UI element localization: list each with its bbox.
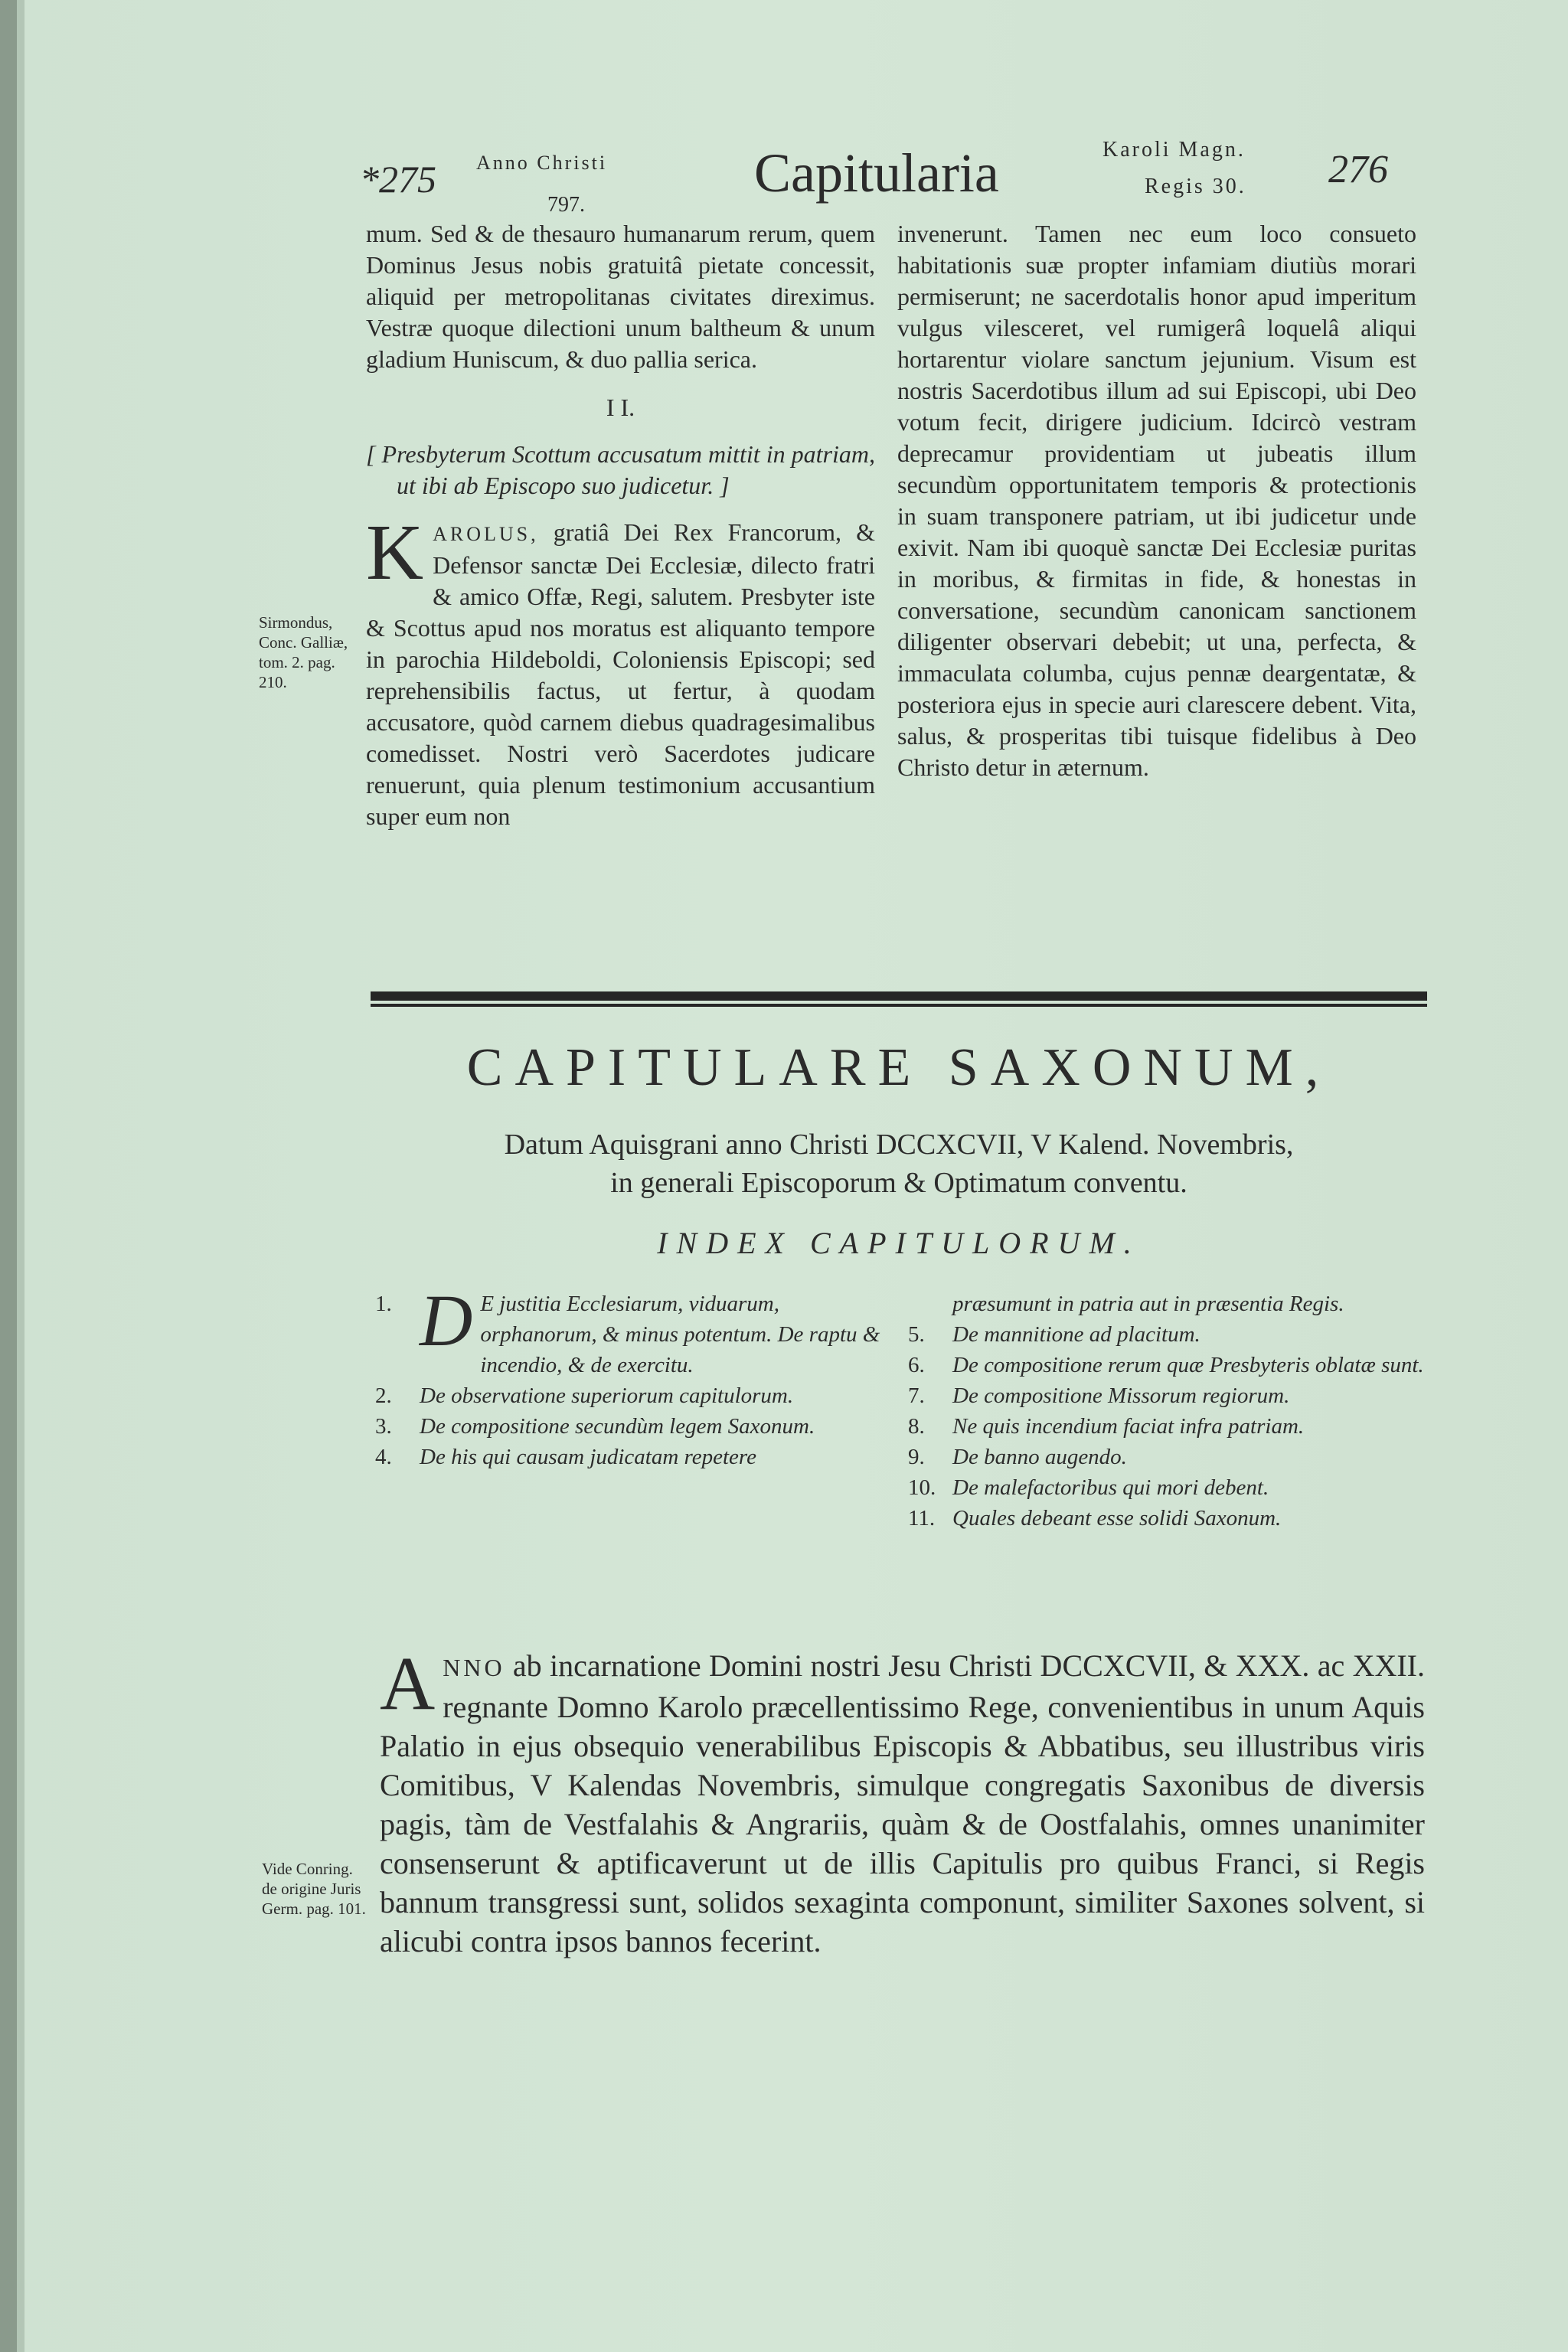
index-number: 11. (908, 1506, 936, 1530)
page-edge-gutter (17, 0, 24, 2352)
left-column (366, 218, 875, 832)
index-item (908, 1472, 1429, 1503)
index-text: E justitia Ecclesiarum, viduarum, orphanorum, & minus potentum. De raptu & incendio, & de exercitu. (480, 1292, 880, 1377)
index-item (375, 1279, 880, 1380)
index-number: 3. (375, 1414, 392, 1439)
drop-cap-d: D (420, 1279, 473, 1361)
index-text: Quales debeant esse solidi Saxonum. (952, 1506, 1282, 1530)
letter-lead: AROLUS, (433, 523, 539, 545)
page-number-right: 276 (1328, 148, 1388, 191)
datum-block (371, 1125, 1427, 1202)
capitulare-body (380, 1641, 1425, 1961)
index-item (908, 1319, 1429, 1350)
running-title: Capitularia (754, 142, 999, 204)
index-number: 2. (375, 1383, 392, 1408)
letter-text: gratiâ Dei Rex Francorum, & Defensor sanctæ Dei Ecclesiæ, dilecto fratri & amico Offæ, Regi, salutem. Presbyter iste & Scottus apud nos moratus est aliquanto tempore in parochia Hildeboldi, Coloniensis Episcopi; sed reprehensibilis factus, ut fertur, à quodam accusatore, quòd carnem diebus quadragesimalibus comedisset. Nostri verò Sacerdotes judicare renuerunt, quia plenum testimonium accusantium super eum non (366, 518, 875, 830)
index-title: INDEX CAPITULORUM. (657, 1226, 1141, 1260)
index-number: 4. (375, 1445, 392, 1469)
index-text: De banno augendo. (952, 1445, 1127, 1469)
index-number: 7. (908, 1383, 925, 1408)
index-text: Ne quis incendium faciat infra patriam. (952, 1414, 1305, 1439)
right-column (897, 218, 1416, 783)
capitulare-heading: CAPITULARE SAXONUM, (466, 1038, 1331, 1097)
index-text: De compositione Missorum regiorum. (952, 1383, 1290, 1408)
index-item (908, 1411, 1429, 1442)
index-text: De mannitione ad placitum. (952, 1322, 1200, 1347)
index-item (908, 1380, 1429, 1411)
index-number: 10. (908, 1475, 936, 1500)
header-karoli: Karoli Magn. (1102, 138, 1246, 162)
index-item (908, 1350, 1429, 1380)
index-number: 5. (908, 1322, 925, 1347)
index-item (375, 1380, 880, 1411)
index-number: 8. (908, 1414, 925, 1439)
header-regis: Regis 30. (1145, 175, 1246, 198)
index-item-continuation (908, 1289, 1429, 1319)
body-lead: NNO (443, 1654, 505, 1681)
index-text: præsumunt in patria aut in præsentia Regis. (952, 1292, 1344, 1316)
index-item (375, 1411, 880, 1442)
index-item (908, 1503, 1429, 1534)
header-anno: Anno Christi (476, 152, 608, 174)
margin-note-sirmondus: Sirmondus, Conc. Galliæ, tom. 2. pag. 210. (259, 613, 348, 691)
datum-line-1: Datum Aquisgrani anno Christi DCCXCVII, V Kalend. Novembris, (504, 1129, 1294, 1161)
header-year: 797. (547, 193, 585, 217)
index-item (908, 1442, 1429, 1472)
drop-cap-a: A (380, 1641, 436, 1726)
index-text: De observatione superiorum capitulorum. (420, 1383, 794, 1408)
index-item (375, 1442, 880, 1472)
section-number: I I. (606, 394, 635, 421)
index-text: De compositione secundùm legem Saxonum. (420, 1414, 815, 1439)
index-number: 9. (908, 1445, 925, 1469)
drop-cap-k: K (366, 508, 424, 596)
index-right-column (908, 1289, 1429, 1534)
letter-paragraph (366, 508, 875, 832)
index-number: 6. (908, 1353, 925, 1377)
index-text: De his qui causam judicatam repetere (420, 1445, 757, 1469)
page-edge-shadow (0, 0, 17, 2352)
section-rule-thin (371, 1004, 1427, 1007)
section-summary: [ Presbyterum Scottum accusatum mittit in patriam, ut ibi ab Episcopo suo judicetur. ] (366, 440, 875, 499)
index-left-column (375, 1279, 880, 1472)
section-rule-thick (371, 991, 1427, 1001)
index-text: De malefactoribus qui mori debent. (952, 1475, 1269, 1500)
margin-note-conring: Vide Conring. de origine Juris Germ. pag. 101. (262, 1860, 366, 1918)
left-paragraph-1: mum. Sed & de thesauro humanarum rerum, quem Dominus Jesus nobis gratuitâ pietate concessit, aliquid per metropolitanas civitates direximus. Vestræ quoque dilectioni unum baltheum & unum gladium Huniscum, & duo pallia serica. (366, 220, 875, 373)
body-text: ab incarnatione Domini nostri Jesu Christi DCCXCVII, & XXX. ac XXII. regnante Domno Karolo præcellentissimo Rege, convenientibus in unum Aquis Palatio in ejus obsequio venerabilibus Episcopis & Abbatibus, seu illustribus viris Comitibus, V Kalendas Novembris, simulque congregatis Saxonibus de diversis pagis, tàm de Vestfalahis & Angrariis, quàm & de Oostfalahis, omnes unanimiter consenserunt & aptificaverunt ut de illis Capitulis pro quibus Franci, si Regis bannum transgressi sunt, solidos sexaginta componunt, similiter Saxones solvent, si alicubi contra ipsos bannos fecerint. (380, 1648, 1425, 1958)
index-number: 1. (375, 1292, 392, 1316)
datum-line-2: in generali Episcoporum & Optimatum conventu. (610, 1167, 1187, 1199)
index-text: De compositione rerum quæ Presbyteris oblatæ sunt. (952, 1353, 1424, 1377)
page-number-left: *275 (360, 158, 436, 201)
right-paragraph: invenerunt. Tamen nec eum loco consueto habitationis suæ propter infamiam diutiùs morari permiserunt; ne sacerdotalis honor apud imperitum vulgus vilesceret, vel rumigerâ loquelâ aliqui hortarentur violare sanctum jejunium. Visum est nostris Sacerdotibus illum ad sui Episcopi, ubi Deo votum fecit, dirigere judicium. Idcircò vestram deprecamur providentiam ut jubeatis illum secundùm opportunitatem temporis & protectionis in suam transponere patriam, ut ibi judicetur unde exivit. Nam ibi quoquè sanctæ Dei Ecclesiæ puritas in moribus, & firmitas in fide, & honestas in conversatione, secundùm canonicam sanctionem diligenter observari debebit; ut una, perfecta, & immaculata columba, cujus pennæ deargentatæ, & posteriora ejus in specie auri clarescere debent. Vita, salus, & prosperitas tibi tuisque fidelibus à Deo Christo detur in æternum. (897, 220, 1416, 781)
